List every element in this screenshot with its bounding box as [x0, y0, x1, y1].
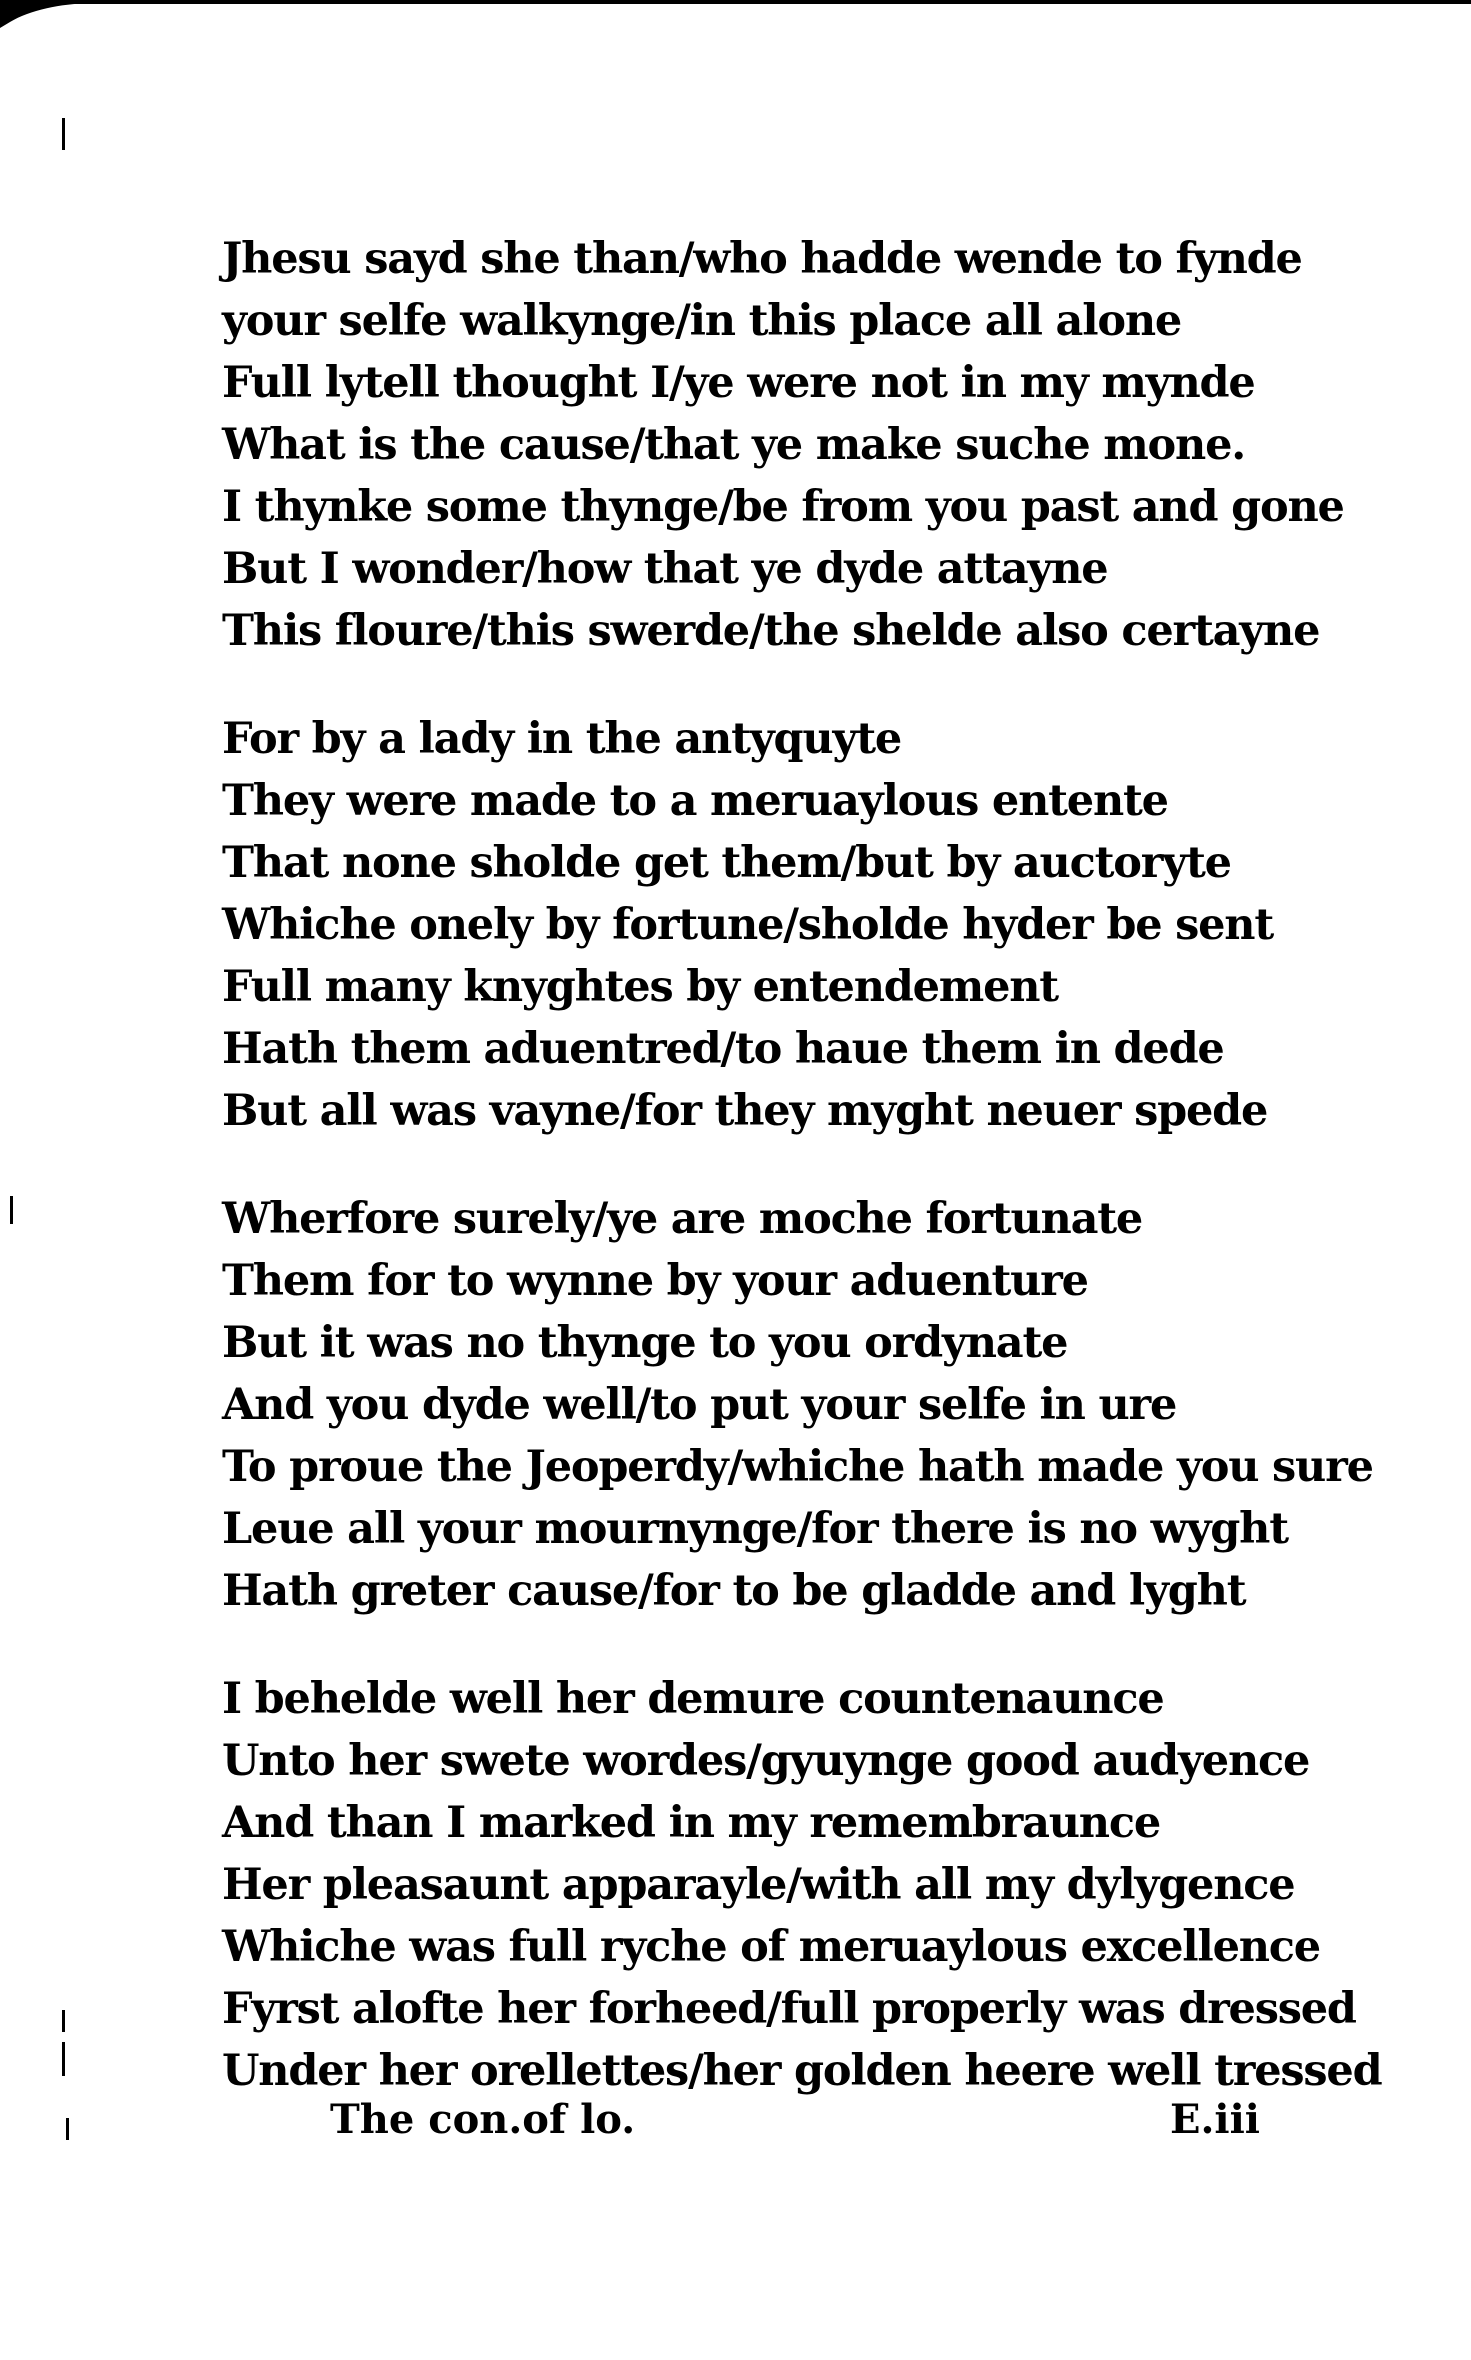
verse-line: And than I marked in my remembraunce: [222, 1798, 1161, 1848]
verse-line: Whiche onely by fortune/sholde hyder be sent: [222, 900, 1274, 950]
verse-line: Hath greter cause/for to be gladde and lyght: [222, 1566, 1246, 1616]
margin-mark: [62, 2010, 65, 2032]
stanza: [222, 1668, 1422, 2102]
verse-line: Under her orellettes/her golden heere well tressed: [222, 2046, 1382, 2096]
verse-line: Full many knyghtes by entendement: [222, 962, 1058, 1012]
verse-line: Leue all your mournynge/for there is no wyght: [222, 1504, 1288, 1554]
verse-line: What is the cause/that ye make suche mone.: [222, 420, 1246, 470]
verse-line: To proue the Jeoperdy/whiche hath made you sure: [222, 1442, 1373, 1492]
verse-line: Wherfore surely/ye are moche fortunate: [222, 1194, 1143, 1244]
verse-line: For by a lady in the antyquyte: [222, 714, 902, 764]
verse-line: Unto her swete wordes/gyuynge good audyence: [222, 1736, 1310, 1786]
verse-line: I behelde well her demure countenaunce: [222, 1674, 1164, 1724]
stanza: [222, 708, 1422, 1142]
verse-line: But it was no thynge to you ordynate: [222, 1318, 1068, 1368]
verse-line: Whiche was full ryche of meruaylous excellence: [222, 1922, 1320, 1972]
margin-mark: [10, 1196, 13, 1224]
verse-line: Jhesu sayd she than/who hadde wende to fynde: [222, 234, 1302, 284]
verse-line: But I wonder/how that ye dyde attayne: [222, 544, 1108, 594]
stanza: [222, 228, 1422, 662]
top-edge-rule: [0, 0, 1471, 4]
verse-line: And you dyde well/to put your selfe in ure: [222, 1380, 1177, 1430]
verse-line: But all was vayne/for they myght neuer spede: [222, 1086, 1268, 1136]
stanza: [222, 1188, 1422, 1622]
verse-line: Fyrst alofte her forheed/full properly was dressed: [222, 1984, 1356, 2034]
signature-mark: E.iii: [1170, 2096, 1260, 2143]
catchline: The con.of lo.: [330, 2096, 636, 2143]
margin-mark: [62, 2042, 65, 2076]
verse-line: Hath them aduentred/to haue them in dede: [222, 1024, 1224, 1074]
verse-line: They were made to a meruaylous entente: [222, 776, 1168, 826]
verse-line: Her pleasaunt apparayle/with all my dylygence: [222, 1860, 1295, 1910]
verse-line: your selfe walkynge/in this place all alone: [222, 296, 1182, 346]
corner-mark: [0, 0, 90, 30]
verse-line: Full lytell thought I/ye were not in my mynde: [222, 358, 1255, 408]
margin-mark: [62, 118, 65, 150]
verse-line: I thynke some thynge/be from you past and gone: [222, 482, 1344, 532]
verse-line: This floure/this swerde/the shelde also certayne: [222, 606, 1320, 656]
verse-line: That none sholde get them/but by auctoryte: [222, 838, 1231, 888]
poem-text: [222, 228, 1422, 2148]
verse-line: Them for to wynne by your aduenture: [222, 1256, 1088, 1306]
page-footer: [0, 2096, 1471, 2166]
